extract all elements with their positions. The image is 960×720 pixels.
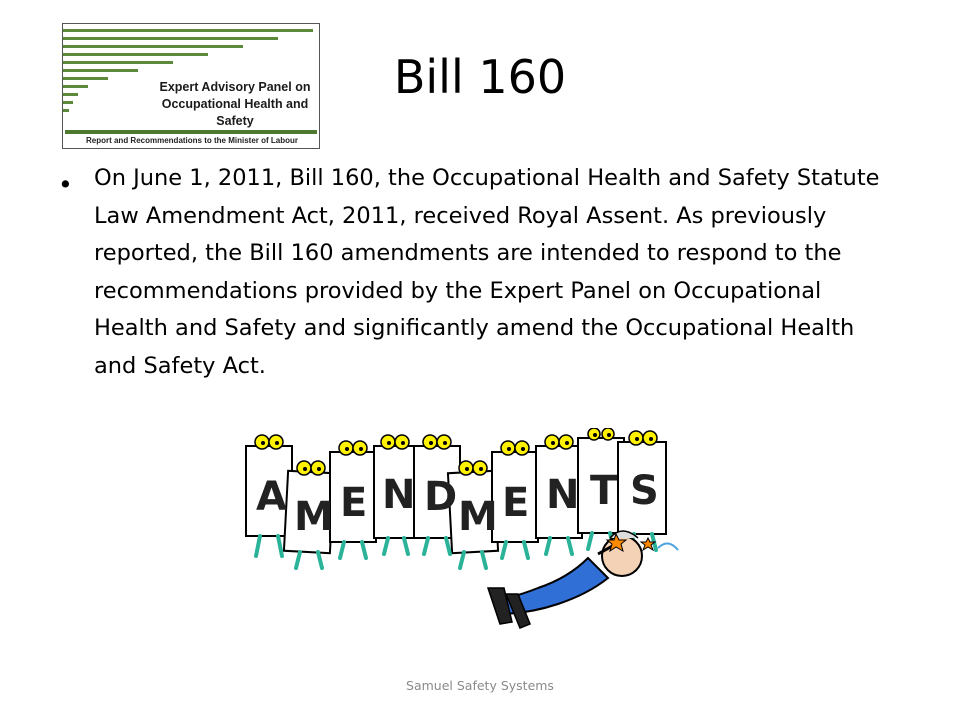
letter-d: D [424,474,458,520]
letter-m2: M [458,494,498,540]
amendments-cartoon-icon [238,428,690,634]
logo-divider [65,130,317,134]
footer-text: Samuel Safety Systems [406,678,554,693]
logo-subtitle: Report and Recommendations to the Minister of Labour [85,136,298,145]
slide-title: Bill 160 [393,50,567,104]
letter-t: T [590,468,618,514]
bullet-dot-icon: • [58,170,73,199]
expert-panel-logo [62,23,320,149]
letter-e2: E [502,480,530,526]
letter-a: A [256,474,287,520]
letter-n2: N [546,472,580,518]
logo-title: Expert Advisory Panel on Occupational Health and Safety [159,80,311,128]
letter-m: M [294,494,334,540]
bullet-item: On June 1, 2011, Bill 160, the Occupational Health and Safety Statute Law Amendment Act, 2011, received Royal Assent. As previously reported, the Bill 160 amendments are intended to respond to the recommendations provided by the Expert Panel on Occupational Health and Safety and significantly amend the Occupational Health and Safety Act. [94,165,880,379]
letter-s: S [630,468,659,514]
letter-e: E [340,480,368,526]
letter-n: N [382,472,416,518]
